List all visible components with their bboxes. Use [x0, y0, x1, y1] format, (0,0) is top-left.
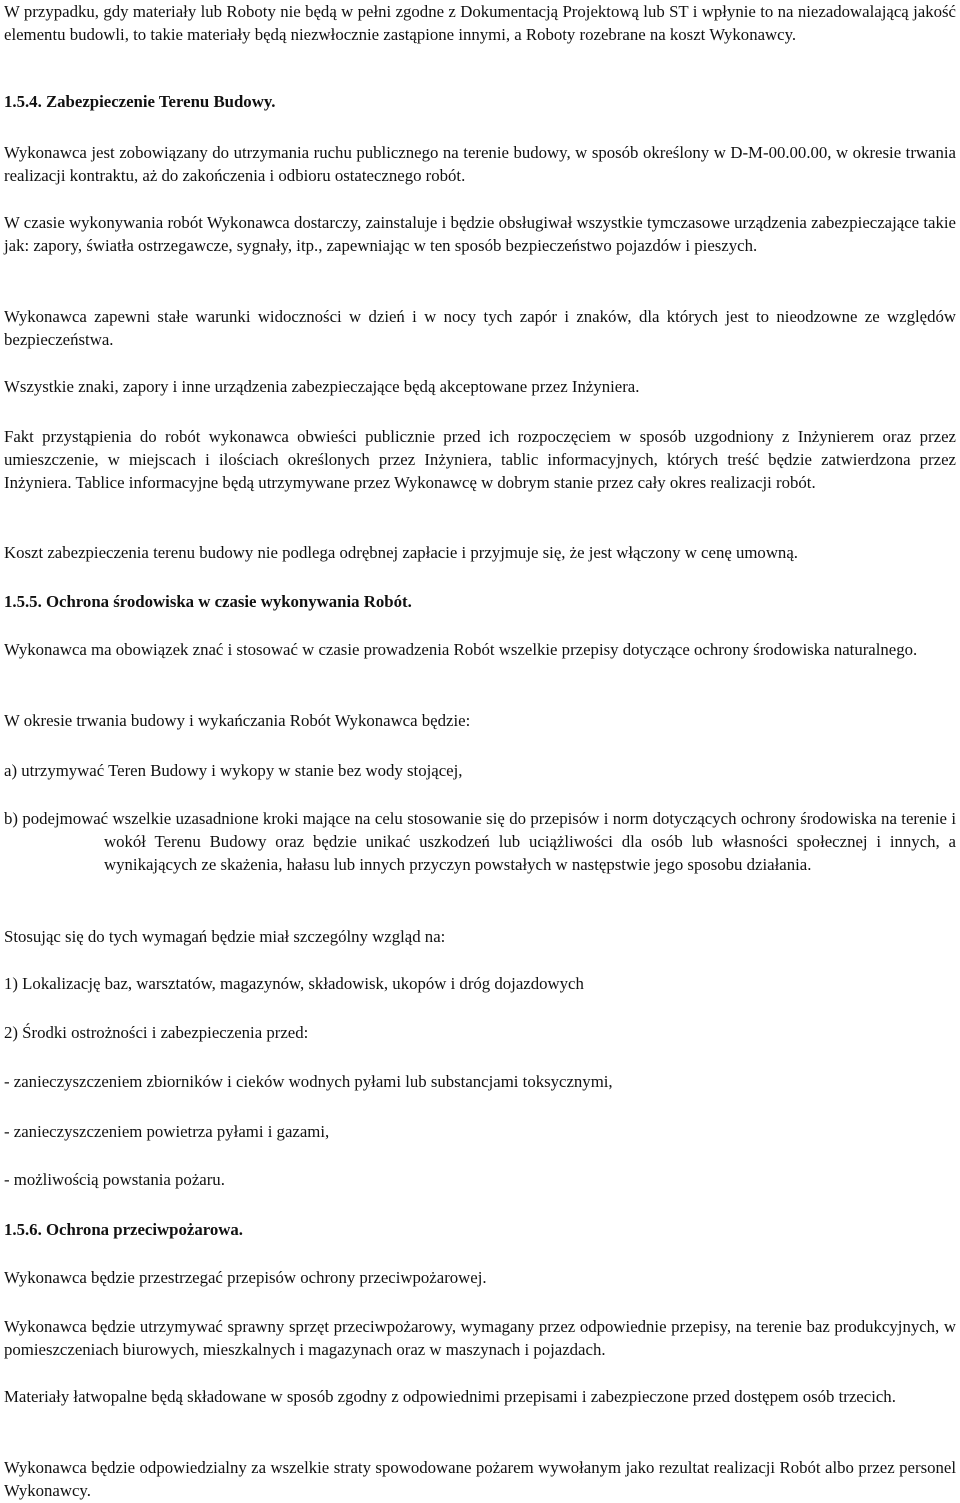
paragraph-traffic-maintenance: Wykonawca jest zobowiązany do utrzymania ruchu publicznego na terenie budowy, w sposób określony w D-M-00.00.00, w okresie trwania realizacji kontraktu, aż do zakończenia i odbioru ostatecznego robót. [4, 143, 956, 185]
paragraph-fire-regulations: Wykonawca będzie przestrzegać przepisów ochrony przeciwpożarowej. [4, 1268, 487, 1287]
paragraph-material-replacement: W przypadku, gdy materiały lub Roboty nie będą w pełni zgodne z Dokumentacją Projektową lub ST i wpłynie to na niezadowalającą jakość elementu budowli, to takie materiały będą niezwłocznie zastąpione innymi, a Roboty rozebrane na koszt Wykonawcy. [4, 2, 956, 44]
list-item-a: a) utrzymywać Teren Budowy i wykopy w stanie bez wody stojącej, [4, 761, 463, 780]
dash-item-fire: - możliwością powstania pożaru. [4, 1170, 225, 1189]
paragraph-visibility: Wykonawca zapewni stałe warunki widoczności w dzień i w nocy tych zapór i znaków, dla których jest to nieodzowne ze względów bezpieczeństwa. [4, 307, 956, 349]
paragraph-fire-equipment: Wykonawca będzie utrzymywać sprawny sprzęt przeciwpożarowy, wymagany przez odpowiednie przepisy, na terenie baz produkcyjnych, w pomieszczeniach biurowych, mieszkalnych i magazynach oraz w maszynach i pojazdach. [4, 1317, 956, 1359]
paragraph-environment-regulations: Wykonawca ma obowiązek znać i stosować w czasie prowadzenia Robót wszelkie przepisy dotyczące ochrony środowiska naturalnego. [4, 640, 918, 659]
list-item-b: b) podejmować wszelkie uzasadnione kroki mające na celu stosowanie się do przepisów i norm dotyczących ochrony środowiska na terenie i wokół Terenu Budowy oraz będzie unikać uszkodzeń lub uciążliwości dla osób lub własności społecznej i innych, a wynikających ze skażenia, hałasu lub innych przyczyn powstałych w następstwie jego sposobu działania. [4, 809, 956, 874]
dash-item-air: - zanieczyszczeniem powietrza pyłami i gazami, [4, 1122, 330, 1141]
section-heading-1-5-4: 1.5.4. Zabezpieczenie Terenu Budowy. [4, 92, 276, 111]
section-heading-1-5-6: 1.5.6. Ochrona przeciwpożarowa. [4, 1220, 243, 1239]
dash-item-water: - zanieczyszczeniem zbiorników i cieków wodnych pyłami lub substancjami toksycznymi, [4, 1072, 613, 1091]
paragraph-contractor-will: W okresie trwania budowy i wykańczania Robót Wykonawca będzie: [4, 711, 471, 730]
paragraph-security-cost: Koszt zabezpieczenia terenu budowy nie podlega odrębnej zapłacie i przyjmuje się, że jest włączony w cenę umowną. [4, 543, 798, 562]
section-heading-1-5-5: 1.5.5. Ochrona środowiska w czasie wykonywania Robót. [4, 592, 412, 611]
paragraph-public-notice: Fakt przystąpienia do robót wykonawca obwieści publicznie przed ich rozpoczęciem w sposób uzgodniony z Inżynierem oraz przez umieszczenie, w miejscach i ilościach określonych przez Inżyniera, tablic informacyjnych, których treść będzie zatwierdzona przez Inżyniera. Tablice informacyjne będą utrzymywane przez Wykonawcę w dobrym stanie przez cały okres realizacji robót. [4, 427, 956, 492]
paragraph-special-regard: Stosując się do tych wymagań będzie miał szczególny wzgląd na: [4, 927, 446, 946]
paragraph-fire-liability: Wykonawca będzie odpowiedzialny za wszelkie straty spowodowane pożarem wywołanym jako rezultat realizacji Robót albo przez personel Wykonawcy. [4, 1458, 956, 1500]
paragraph-flammable-materials: Materiały łatwopalne będą składowane w sposób zgodny z odpowiednimi przepisami i zabezpieczone przed dostępem osób trzecich. [4, 1387, 896, 1406]
paragraph-signs-acceptance: Wszystkie znaki, zapory i inne urządzenia zabezpieczające będą akceptowane przez Inżyniera. [4, 377, 640, 396]
list-item-2: 2) Środki ostrożności i zabezpieczenia przed: [4, 1023, 309, 1042]
list-item-1: 1) Lokalizację baz, warsztatów, magazynów, składowisk, ukopów i dróg dojazdowych [4, 974, 584, 993]
paragraph-safety-devices: W czasie wykonywania robót Wykonawca dostarczy, zainstaluje i będzie obsługiwał wszystkie tymczasowe urządzenia zabezpieczające takie jak: zapory, światła ostrzegawcze, sygnały, itp., zapewniając w ten sposób bezpieczeństwo pojazdów i pieszych. [4, 213, 956, 255]
